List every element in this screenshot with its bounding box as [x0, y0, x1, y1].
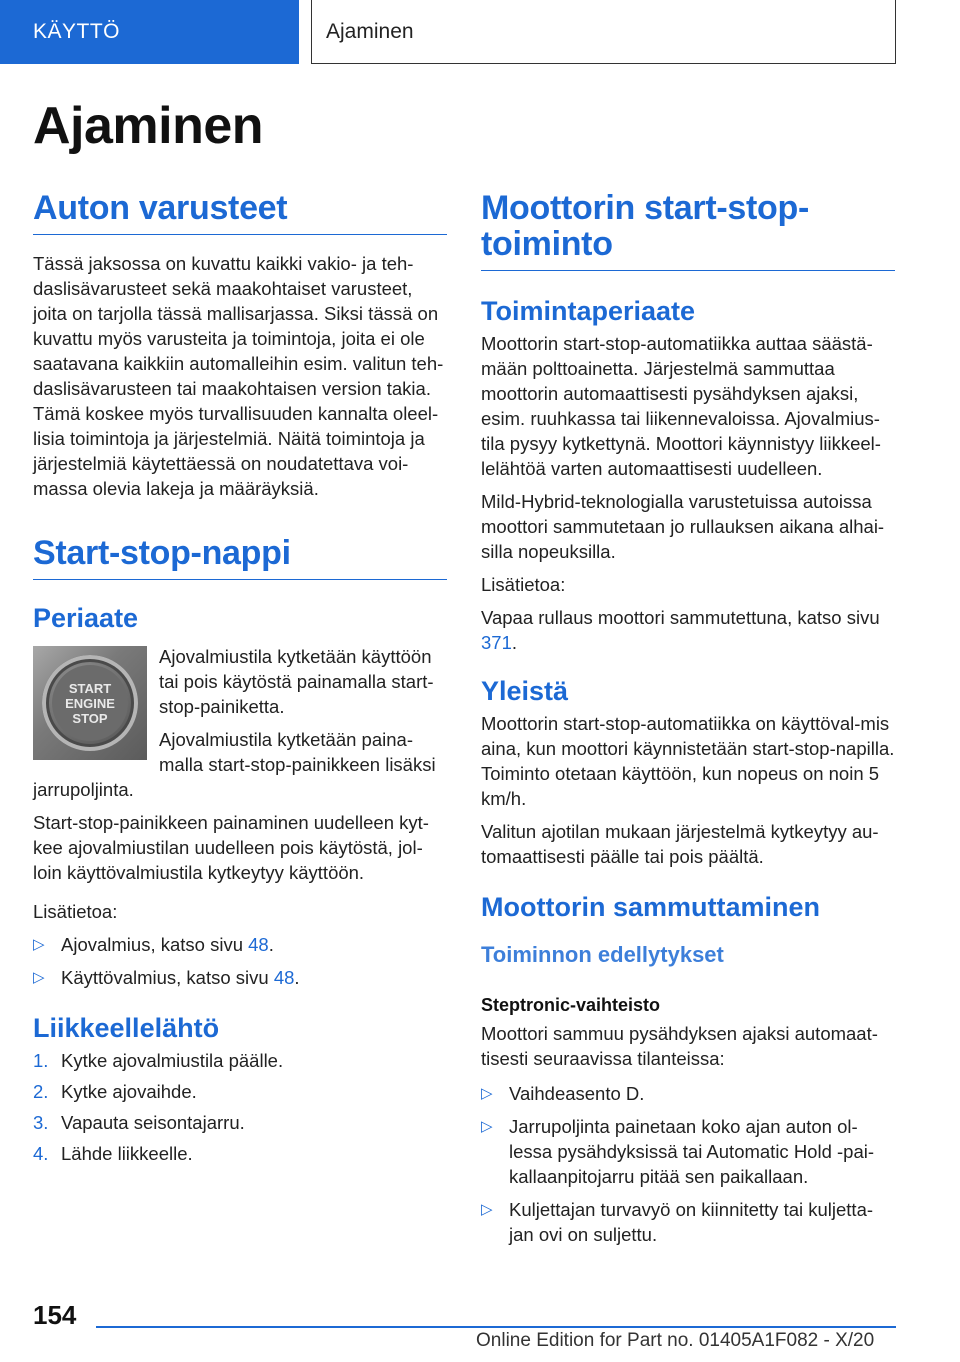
list-item [481, 1081, 895, 1106]
heading-toimintaperiaate: Toimintaperiaate [481, 296, 696, 326]
steptronic-paragraph: Moottori sammuu pysähdyksen ajaksi automaat-tisesti seuraavissa tilanteissa: [481, 1023, 878, 1069]
step-text: Lähde liikkeelle. [61, 1143, 193, 1164]
heading-moottorin-sammuttaminen: Moottorin sammuttaminen [481, 892, 821, 922]
page-number: 154 [33, 1300, 77, 1330]
heading-periaate: Periaate [33, 603, 139, 633]
button-label-line: START [68, 680, 112, 696]
start-engine-stop-button-image [33, 646, 147, 760]
list-item [33, 1048, 447, 1073]
left-column [33, 190, 447, 1166]
list-item [33, 1110, 447, 1135]
conditions-list [481, 1081, 895, 1247]
page-link[interactable]: 48 [248, 934, 269, 955]
lisatietoa-label: Lisätietoa: [481, 574, 566, 595]
list-item [33, 965, 447, 990]
step-number: 3. [33, 1112, 49, 1133]
ref-text: Vapaa rullaus moottori sammutettuna, katso sivu [481, 607, 880, 628]
step-text: Kytke ajovaihde. [61, 1081, 197, 1102]
header-chapter [311, 0, 896, 64]
periaate-block [33, 644, 447, 885]
step-number: 2. [33, 1081, 49, 1102]
header-section-tab: KÄYTTÖ [0, 0, 299, 64]
step-text: Kytke ajovalmiustila päälle. [61, 1050, 284, 1071]
step-number: 1. [33, 1050, 49, 1071]
ref-end: . [294, 967, 300, 988]
periaate-paragraph-3: Start-stop-painikkeen painaminen uudelleen kyt-kee ajovalmiustilan uudelleen pois käytöstä, jol-loin käyttövalmiustila kytkeytyy käyttöön. [33, 812, 429, 883]
toimintaperiaate-paragraph-2: Mild-Hybrid-teknologialla varustetuissa autoissa moottori sammutetaan jo rullauksen aikana alhai-silla nopeuksilla. [481, 491, 885, 562]
triangle-bullet-icon: ▷ [33, 969, 45, 986]
ref-text: Käyttövalmius, katso sivu [61, 967, 274, 988]
condition-text: Vaihdeasento D. [509, 1083, 645, 1104]
condition-text: Kuljettajan turvavyö on kiinnitetty tai kuljetta-jan ovi on suljettu. [509, 1199, 874, 1245]
page-link[interactable]: 48 [273, 967, 295, 988]
triangle-bullet-icon: ▷ [481, 1085, 493, 1102]
triangle-bullet-icon: ▷ [481, 1118, 493, 1135]
heading-moottorin-start-stop-toiminto: Moottorin start-stop-toiminto [481, 190, 895, 271]
condition-text: Jarrupoljinta painetaan koko ajan auton ol-lessa pysähdyksissä tai Automatic Hold -pai-kallaanpitojarru pitää sen paikallaan. [509, 1116, 875, 1187]
footer-divider [96, 1326, 896, 1328]
header-chapter-title: Ajaminen [326, 19, 414, 43]
heading-liikkeellelahto: Liikkeellelähtö [33, 1013, 220, 1043]
lisatietoa-label: Lisätietoa: [33, 901, 118, 922]
periaate-paragraph-2: Ajovalmiustila kytketään paina-malla start-stop-painikkeen lisäksi jarrupoljinta. [33, 729, 436, 800]
right-column [481, 190, 895, 1247]
ref-end: . [268, 934, 274, 955]
list-item [33, 932, 447, 957]
yleista-paragraph-1: Moottorin start-stop-automatiikka on käyttöval-mis aina, kun moottori käynnistetään start-stop-napilla. Toiminto otetaan käyttöön, kun nopeus on noin 5 km/h. [481, 713, 895, 809]
button-face [52, 665, 128, 741]
varusteet-paragraph: Tässä jaksossa on kuvattu kaikki vakio- ja teh-daslisävarusteet sekä maakohtaiset varusteet, joita on tarjolla tässä mallisarjassa. Siksi tässä on kuvattu myös varusteita ja toimintoja, joita ei ole saatavana kaikkiin automalleihin esim. valitun teh-daslisävarusteen tai maakohtaisen version takia. Tämä koskee myös turvallisuuden kannalta oleel-lisia toimintoja ja järjestelmiä. Näitä toimintoja ja järjestelmiä käytettäessä on noudatettava voi-massa olevia lakeja ja määräyksiä. [33, 253, 444, 499]
list-item [481, 1114, 895, 1189]
page-link[interactable]: 371 [481, 632, 512, 653]
toimintaperiaate-paragraph-1: Moottorin start-stop-automatiikka auttaa säästä-mään polttoainetta. Järjestelmä sammuttaa moottorin automaattisesti pysähdyksen ajaksi, esim. ruuhkassa tai liikennevaloissa. Ajovalmius-tila pysyy kytkettynä. Moottori käynnistyy liikkeel-lelähtöä varten automaattisesti uudelleen. [481, 333, 881, 479]
ref-text: Ajovalmius, katso sivu [61, 934, 249, 955]
list-item [33, 1141, 447, 1166]
triangle-bullet-icon: ▷ [33, 936, 45, 953]
list-item [481, 1197, 895, 1247]
toimintaperiaate-reference [481, 605, 895, 655]
step-text: Vapauta seisontajarru. [61, 1112, 245, 1133]
page-title: Ajaminen [33, 97, 264, 155]
button-ring [42, 655, 138, 751]
heading-toiminnon-edellytykset: Toiminnon edellytykset [481, 942, 724, 967]
footer-edition: Online Edition for Part no. 01405A1F082 - X/20 [476, 1330, 875, 1351]
button-label-line: ENGINE [65, 695, 115, 711]
heading-auton-varusteet: Auton varusteet [33, 190, 447, 235]
yleista-paragraph-2: Valitun ajotilan mukaan järjestelmä kytkeytyy au-tomaattisesti päälle tai pois päältä. [481, 821, 879, 867]
heading-yleista: Yleistä [481, 676, 569, 706]
steps-list [33, 1048, 447, 1166]
list-item [33, 1079, 447, 1104]
reference-list [33, 932, 447, 990]
button-label-line: STOP [72, 710, 108, 726]
heading-steptronic: Steptronic-vaihteisto [481, 995, 661, 1015]
periaate-paragraph-1: Ajovalmiustila kytketään käyttöön tai pois käytöstä painamalla start-stop-painiketta. [159, 646, 434, 717]
ref-end: . [511, 632, 518, 653]
step-number: 4. [33, 1143, 49, 1164]
triangle-bullet-icon: ▷ [481, 1201, 493, 1218]
heading-start-stop-nappi: Start-stop-nappi [33, 535, 447, 580]
